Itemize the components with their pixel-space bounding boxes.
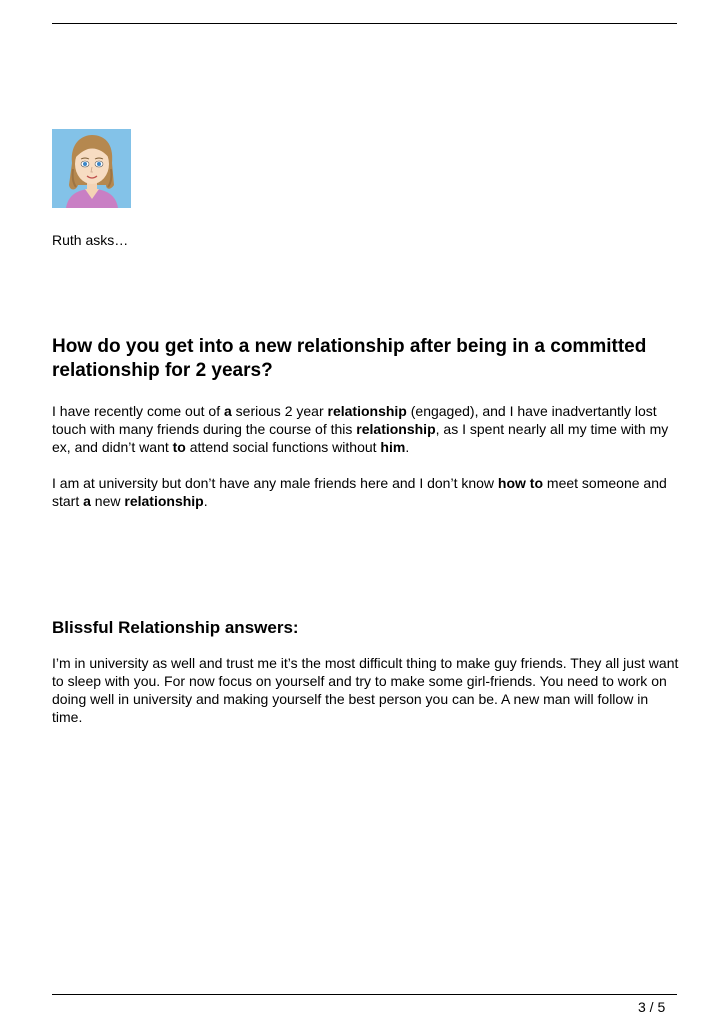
question-title: How do you get into a new relationship after being in a committed relationship for 2 years? xyxy=(52,336,647,381)
asker-avatar xyxy=(52,129,131,208)
page-number: 3 / 5 xyxy=(638,999,666,1015)
question-paragraph-2: I am at university but don’t have any male friends here and I don’t know how to meet someone and start a new relationship. xyxy=(52,475,667,509)
asker-line: Ruth asks… xyxy=(52,232,129,248)
bold-run: relationship xyxy=(327,403,407,419)
bold-run: him xyxy=(380,439,406,455)
answer-paragraph: I’m in university as well and trust me it’s the most difficult thing to make guy friends. They all just want to sleep with you. For now focus on yourself and try to make some girl-friends. You need to work on doing well in university and making yourself the best person you can be. A new man will follow in time. xyxy=(52,655,679,725)
bold-run: a xyxy=(83,493,91,509)
header-rule xyxy=(52,23,677,24)
bold-run: a xyxy=(223,403,232,419)
footer-rule xyxy=(52,994,677,995)
answer-heading: Blissful Relationship answers: xyxy=(52,618,299,637)
bold-run: relationship xyxy=(356,421,436,437)
bold-run: how to xyxy=(497,475,544,491)
bold-run: to xyxy=(172,439,186,455)
question-paragraph-1: I have recently come out of a serious 2 year relationship (engaged), and I have inadvertantly lost touch with many friends during the course of this relationship, as I spent nearly all my time with my ex, and didn’t want to attend social functions without him. xyxy=(52,403,669,455)
bold-run: relationship xyxy=(124,493,204,509)
cartoon-woman-avatar-icon xyxy=(52,129,131,208)
